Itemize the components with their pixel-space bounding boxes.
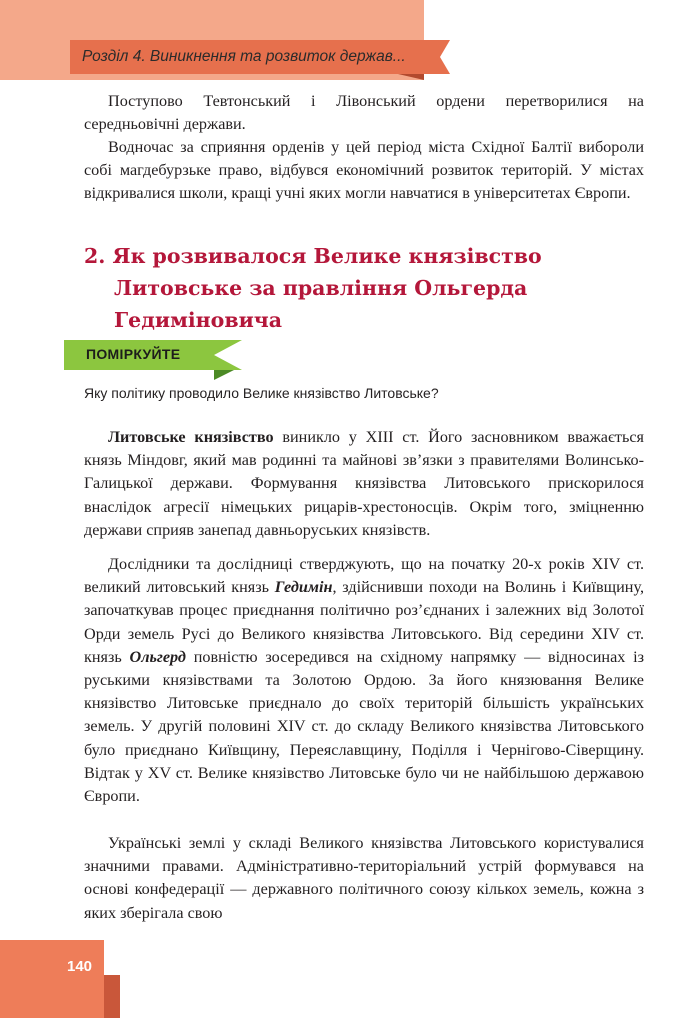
page-number: 140 (67, 958, 93, 975)
think-label: ПОМІРКУЙТЕ (86, 346, 181, 362)
think-badge-fold (214, 370, 234, 380)
body-paragraph-2-text-c: повністю зосередився на східному напрямку — відносинах із руськими князівствами та Золотою Ордою. За його князювання Велике князівство Литовське приєднало до своїх територій більшість українських земель. У другій половині XIV ст. до складу Великого князівства Литовського було приєднано Київщину, Переяславщину, Поділля і Чернігово-Сіверщину. Відтак у XV ст. Велике князівство Литовське було чи не найбільшою державою Європи. (84, 647, 644, 806)
body-paragraph-2 (84, 553, 644, 808)
name-olgerd: Ольгерд (129, 647, 186, 666)
footer-fold (104, 975, 120, 1018)
section-heading-line-1: 2. Як розвивалося Велике князівство (84, 244, 542, 268)
body-paragraph-2-text-a: Дослідники та дослідниці стверджують, що на початку 20-х років XIV ст. великий литовський князь (84, 555, 644, 597)
term-lithuanian-principality: Литовське князівство (108, 428, 274, 446)
think-badge-tail (214, 340, 242, 370)
footer-bar (0, 940, 104, 1018)
intro-paragraph-1: Поступово Тевтонський і Лівонський ордени перетворилися на середньовічні держави. (84, 92, 644, 134)
body-paragraph-1 (84, 426, 644, 542)
intro-paragraph-2: Водночас за сприяння орденів у цей період міста Східної Балтії вибороли собі магдебурзьке право, відбувся економічний розвиток територій. У містах відкривалися школи, кращі учні яких могли навчатися в університетах Європи. (84, 138, 644, 203)
section-heading-line-3: Гедиміновича (114, 308, 283, 332)
body-paragraph-3: Українські землі у складі Великого князівства Литовського користувалися значними правами. Адміністративно-територіальний устрій формувався на основі конфедерації — державного політичного союзу кількох земель, кожна з яких зберігала свою (84, 834, 644, 922)
section-heading (84, 240, 644, 336)
chapter-title: Розділ 4. Виникнення та розвиток держав... (82, 48, 406, 65)
header-ribbon-fold (398, 74, 424, 80)
body-paragraph-2-text-b: , здійснивши походи на Волинь і Київщину, започаткував процес приєднання політично роз’єднаних і залежних від Золотої Орди земель Русі до Великого князівства Литовського. Від середини XIV ст. князь (84, 578, 644, 666)
name-gedimin: Гедимін (274, 578, 333, 597)
think-question: Яку політику проводило Велике князівство Литовське? (84, 385, 439, 401)
ribbon-tail (440, 40, 450, 74)
body-paragraph-1-text: виникло у XIII ст. Його засновником вважається князь Міндовг, який мав родинні та майнові зв’язки з правителями Волинсько-Галицької держави. Формування князівства Литовського прискорилося внаслідок агресії німецьких рицарів-хрестоносців. Окрім того, зміцненню держави сприяв занепад давньоруських князівств. (84, 428, 644, 539)
section-heading-line-2: Литовське за правління Ольгерда (114, 276, 528, 300)
